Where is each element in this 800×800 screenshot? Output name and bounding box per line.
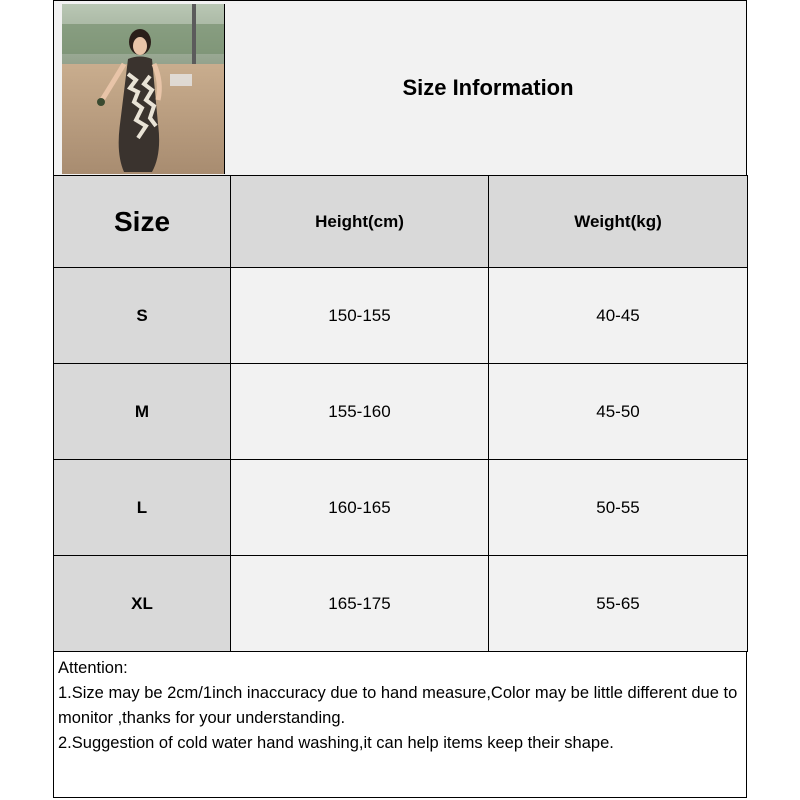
beach-photo-illustration xyxy=(62,4,224,174)
table-row xyxy=(54,364,748,460)
weight-cell: 45-50 xyxy=(489,364,748,460)
size-cell: L xyxy=(54,460,231,556)
column-header-height: Height(cm) xyxy=(231,176,489,268)
size-cell: S xyxy=(54,268,231,364)
table-row xyxy=(54,556,748,652)
notes-line-2: 2.Suggestion of cold water hand washing,it can help items keep their shape. xyxy=(58,734,614,752)
product-photo xyxy=(62,4,225,174)
notes-line-1: 1.Size may be 2cm/1inch inaccuracy due to hand measure,Color may be little different due to monitor ,thanks for your understanding. xyxy=(58,684,738,727)
attention-notes xyxy=(53,651,747,798)
weight-cell: 40-45 xyxy=(489,268,748,364)
table-header-row xyxy=(54,176,748,268)
size-cell: M xyxy=(54,364,231,460)
height-cell: 150-155 xyxy=(231,268,489,364)
height-cell: 155-160 xyxy=(231,364,489,460)
page-title: Size Information xyxy=(402,75,574,100)
height-cell: 160-165 xyxy=(231,460,489,556)
column-header-weight: Weight(kg) xyxy=(489,176,748,268)
column-header-size: Size xyxy=(54,176,231,268)
size-chart-header xyxy=(53,0,747,176)
height-cell: 165-175 xyxy=(231,556,489,652)
size-cell: XL xyxy=(54,556,231,652)
size-table xyxy=(53,175,748,652)
weight-cell: 55-65 xyxy=(489,556,748,652)
table-row xyxy=(54,268,748,364)
notes-heading: Attention: xyxy=(58,659,128,677)
size-chart xyxy=(53,0,747,798)
table-row xyxy=(54,460,748,556)
weight-cell: 50-55 xyxy=(489,460,748,556)
